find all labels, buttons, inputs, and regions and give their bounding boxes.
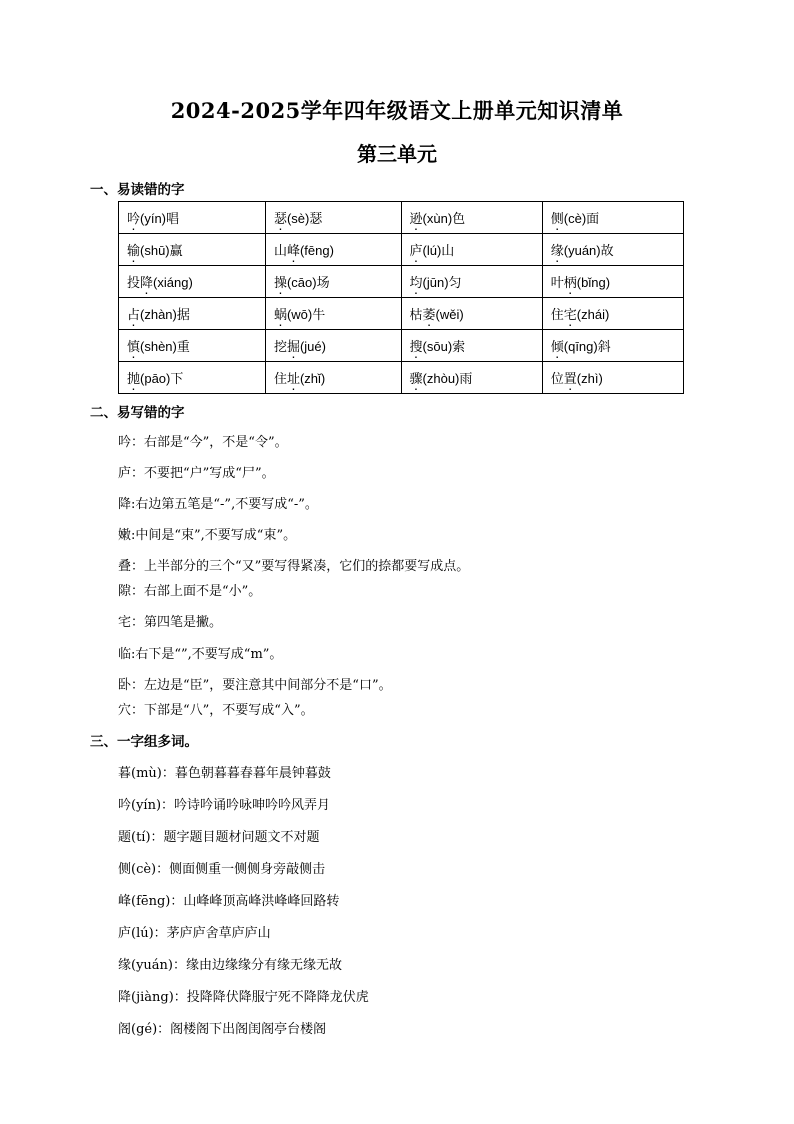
emphasized-character: 柄	[563, 275, 577, 290]
cell-pinyin: (cè)面	[563, 211, 600, 226]
section-heading-miswritten: 二、易写错的字	[90, 405, 185, 421]
char-table-cell	[119, 266, 266, 298]
cell-pinyin: (wō)牛	[286, 307, 326, 322]
char-table-cell	[265, 202, 401, 234]
writing-note: 吟：右部是“今”，不是“令”。	[118, 435, 288, 450]
cell-prefix: 枯	[409, 307, 423, 322]
emphasized-character: 掘	[286, 339, 300, 354]
emphasized-character: 骤	[409, 371, 423, 386]
char-table-cell	[265, 266, 401, 298]
cell-pinyin: (qīng)斜	[563, 339, 611, 354]
cell-prefix: 投	[127, 275, 141, 290]
cell-prefix: 位	[550, 371, 564, 386]
char-table-cell	[119, 330, 266, 362]
cell-pinyin: (jué)	[299, 339, 326, 354]
cell-pinyin: (jūn)匀	[422, 275, 462, 290]
cell-pinyin: (lú)山	[422, 243, 455, 258]
cell-prefix: 叶	[550, 275, 564, 290]
char-table-cell	[119, 362, 266, 394]
char-table-cell	[542, 234, 683, 266]
emphasized-character: 蜗	[273, 307, 287, 322]
char-table-cell	[401, 330, 542, 362]
char-table-cell	[542, 202, 683, 234]
emphasized-character: 宅	[563, 307, 577, 322]
char-table-row	[119, 234, 684, 266]
word-group-line: 吟(yín)：吟诗吟诵吟咏呻吟吟风弄月	[118, 798, 331, 813]
char-table-cell	[401, 298, 542, 330]
emphasized-character: 侧	[550, 211, 564, 226]
writing-note: 降:右边第五笔是“-”,不要写成“-”。	[118, 497, 318, 512]
cell-pinyin: (zhì)	[576, 371, 603, 386]
writing-note: 卧：左边是“臣”，要注意其中间部分不是“口”。	[118, 678, 392, 693]
char-table-row	[119, 298, 684, 330]
char-table-cell	[542, 330, 683, 362]
emphasized-character: 搜	[409, 339, 423, 354]
emphasized-character: 抛	[127, 371, 141, 386]
emphasized-character: 峰	[286, 243, 300, 258]
emphasized-character: 置	[563, 371, 577, 386]
cell-pinyin: (sōu)索	[422, 339, 466, 354]
emphasized-character: 倾	[550, 339, 564, 354]
cell-pinyin: (sè)瑟	[286, 211, 323, 226]
emphasized-character: 瑟	[273, 211, 287, 226]
writing-note: 庐：不要把“户”写成“尸”。	[118, 466, 275, 481]
cell-pinyin: (pāo)下	[140, 371, 184, 386]
cell-prefix: 山	[273, 243, 287, 258]
page-title: 2024-2025学年四年级语文上册单元知识清单	[170, 98, 624, 123]
char-table-cell	[265, 330, 401, 362]
char-table-row	[119, 266, 684, 298]
word-group-line: 缘(yuán)：缘由边缘缘分有缘无缘无故	[118, 958, 342, 973]
char-table-cell	[265, 362, 401, 394]
char-table-cell	[401, 234, 542, 266]
emphasized-character: 址	[286, 371, 300, 386]
writing-note: 穴：下部是“八”，不要写成“入”。	[118, 703, 314, 718]
cell-pinyin: (bǐng)	[576, 275, 611, 290]
cell-pinyin: (cāo)场	[286, 275, 330, 290]
char-table-cell	[119, 298, 266, 330]
word-group-line: 庐(lú)：茅庐庐舍草庐庐山	[118, 926, 271, 941]
char-table-cell	[265, 298, 401, 330]
emphasized-character: 均	[409, 275, 423, 290]
char-table-cell	[542, 362, 683, 394]
cell-pinyin: (zhǐ)	[299, 371, 326, 386]
cell-pinyin: (zhái)	[576, 307, 610, 322]
char-table-cell	[119, 234, 266, 266]
emphasized-character: 操	[273, 275, 287, 290]
char-table-cell	[401, 266, 542, 298]
word-group-line: 题(tí)：题字题目题材问题文不对题	[118, 830, 320, 845]
word-group-line: 阁(gé)：阁楼阁下出阁闺阁亭台楼阁	[118, 1022, 327, 1037]
char-table-row	[119, 330, 684, 362]
word-group-line: 暮(mù)：暮色朝暮暮春暮年晨钟暮鼓	[118, 766, 331, 781]
word-group-line: 峰(fēng)：山峰峰顶高峰洪峰峰回路转	[118, 894, 340, 909]
emphasized-character: 庐	[409, 243, 423, 258]
cell-pinyin: (wěi)	[435, 307, 464, 322]
char-table-cell	[542, 298, 683, 330]
cell-pinyin: (yín)唱	[140, 211, 180, 226]
cell-prefix: 住	[550, 307, 564, 322]
writing-note: 临:右下是“”,不要写成“m”。	[118, 647, 283, 662]
word-group-line: 降(jiàng)：投降降伏降服宁死不降降龙伏虎	[118, 990, 369, 1005]
emphasized-character: 逊	[409, 211, 423, 226]
cell-pinyin: (zhàn)据	[140, 307, 190, 322]
emphasized-character: 萎	[422, 307, 436, 322]
char-table-cell	[542, 266, 683, 298]
emphasized-character: 缘	[550, 243, 564, 258]
cell-pinyin: (shèn)重	[140, 339, 190, 354]
word-group-line: 侧(cè)：侧面侧重一侧侧身旁敲侧击	[118, 862, 326, 877]
cell-pinyin: (zhòu)雨	[422, 371, 473, 386]
writing-note: 隙：右部上面不是“小”。	[118, 584, 262, 599]
cell-pinyin: (yuán)故	[563, 243, 614, 258]
writing-note: 嫩:中间是“束”,不要写成“束”。	[118, 528, 297, 543]
emphasized-character: 降	[140, 275, 154, 290]
char-table-cell	[401, 362, 542, 394]
cell-pinyin: (fēng)	[299, 243, 334, 258]
unit-subtitle: 第三单元	[357, 142, 437, 166]
char-table-row	[119, 362, 684, 394]
emphasized-character: 输	[127, 243, 141, 258]
emphasized-character: 吟	[127, 211, 141, 226]
char-table-row	[119, 202, 684, 234]
char-table-cell	[119, 202, 266, 234]
writing-note: 叠：上半部分的三个“又”要写得紧凑，它们的捺都要写成点。	[118, 559, 470, 574]
char-table-cell	[401, 202, 542, 234]
section-heading-word-groups: 三、一字组多词。	[90, 734, 198, 750]
char-table-cell	[265, 234, 401, 266]
cell-prefix: 挖	[273, 339, 287, 354]
cell-pinyin: (xiáng)	[153, 275, 193, 290]
section-heading-misread: 一、易读错的字	[90, 182, 185, 198]
writing-note: 宅：第四笔是撇。	[118, 615, 223, 630]
cell-pinyin: (shū)赢	[140, 243, 183, 258]
emphasized-character: 占	[127, 307, 141, 322]
misread-characters-table	[118, 201, 684, 394]
cell-prefix: 住	[273, 371, 287, 386]
cell-pinyin: (xùn)色	[422, 211, 466, 226]
emphasized-character: 慎	[127, 339, 141, 354]
